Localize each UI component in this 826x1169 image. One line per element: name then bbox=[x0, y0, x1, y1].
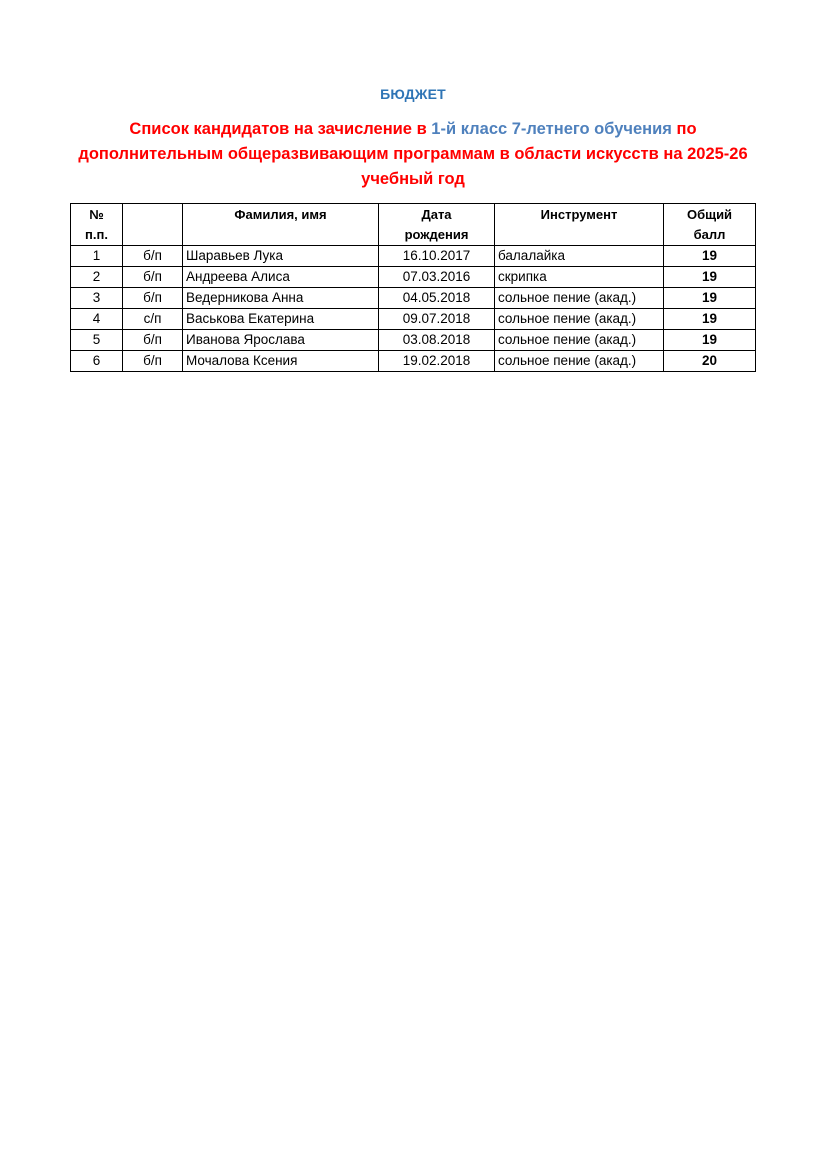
cell-status: б/п bbox=[123, 330, 183, 351]
cell-name: Андреева Алиса bbox=[183, 267, 379, 288]
header-status bbox=[123, 204, 183, 246]
title-part-2-class: 1-й класс 7-летнего обучения bbox=[431, 120, 672, 138]
cell-score: 19 bbox=[664, 288, 756, 309]
cell-instrument: балалайка bbox=[495, 246, 664, 267]
cell-instrument: сольное пение (акад.) bbox=[495, 330, 664, 351]
header-score-line1: Общий bbox=[686, 207, 733, 222]
candidates-table bbox=[70, 203, 756, 372]
cell-date-of-birth: 04.05.2018 bbox=[379, 288, 495, 309]
cell-score: 20 bbox=[664, 351, 756, 372]
cell-date-of-birth: 07.03.2016 bbox=[379, 267, 495, 288]
document-title bbox=[70, 117, 756, 192]
table-header-row bbox=[71, 204, 756, 246]
budget-heading: БЮДЖЕТ bbox=[380, 86, 446, 102]
cell-score: 19 bbox=[664, 309, 756, 330]
cell-score: 19 bbox=[664, 246, 756, 267]
table-row bbox=[71, 309, 756, 330]
cell-number: 5 bbox=[71, 330, 123, 351]
cell-status: с/п bbox=[123, 309, 183, 330]
cell-number: 1 bbox=[71, 246, 123, 267]
cell-name: Ведерникова Анна bbox=[183, 288, 379, 309]
cell-status: б/п bbox=[123, 288, 183, 309]
cell-status: б/п bbox=[123, 351, 183, 372]
cell-number: 3 bbox=[71, 288, 123, 309]
cell-name: Васькова Екатерина bbox=[183, 309, 379, 330]
cell-number: 2 bbox=[71, 267, 123, 288]
header-total-score bbox=[664, 204, 756, 246]
table-row bbox=[71, 267, 756, 288]
cell-instrument: сольное пение (акад.) bbox=[495, 288, 664, 309]
header-number-line2: п.п. bbox=[85, 227, 108, 242]
cell-score: 19 bbox=[664, 267, 756, 288]
header-score-line2: балл bbox=[693, 227, 726, 242]
header-number bbox=[71, 204, 123, 246]
cell-number: 6 bbox=[71, 351, 123, 372]
cell-date-of-birth: 16.10.2017 bbox=[379, 246, 495, 267]
title-part-1: Список кандидатов на зачисление в bbox=[129, 120, 432, 138]
cell-name: Иванова Ярослава bbox=[183, 330, 379, 351]
cell-score: 19 bbox=[664, 330, 756, 351]
table-row bbox=[71, 246, 756, 267]
cell-date-of-birth: 09.07.2018 bbox=[379, 309, 495, 330]
cell-instrument: сольное пение (акад.) bbox=[495, 309, 664, 330]
header-date-of-birth bbox=[379, 204, 495, 246]
cell-name: Шаравьев Лука bbox=[183, 246, 379, 267]
cell-status: б/п bbox=[123, 267, 183, 288]
table-row bbox=[71, 288, 756, 309]
table-row bbox=[71, 330, 756, 351]
cell-name: Мочалова Ксения bbox=[183, 351, 379, 372]
cell-date-of-birth: 19.02.2018 bbox=[379, 351, 495, 372]
cell-date-of-birth: 03.08.2018 bbox=[379, 330, 495, 351]
cell-status: б/п bbox=[123, 246, 183, 267]
header-dob-line2: рождения bbox=[404, 227, 469, 242]
header-instrument: Инструмент bbox=[495, 204, 664, 246]
cell-instrument: сольное пение (акад.) bbox=[495, 351, 664, 372]
header-name: Фамилия, имя bbox=[183, 204, 379, 246]
cell-instrument: скрипка bbox=[495, 267, 664, 288]
cell-number: 4 bbox=[71, 309, 123, 330]
table-row bbox=[71, 351, 756, 372]
header-number-line1: № bbox=[89, 207, 104, 222]
header-dob-line1: Дата bbox=[421, 207, 452, 222]
title-part-3: по дополнительным общеразвивающим программам в области искусств на 2025-26 учебный год bbox=[78, 120, 748, 188]
